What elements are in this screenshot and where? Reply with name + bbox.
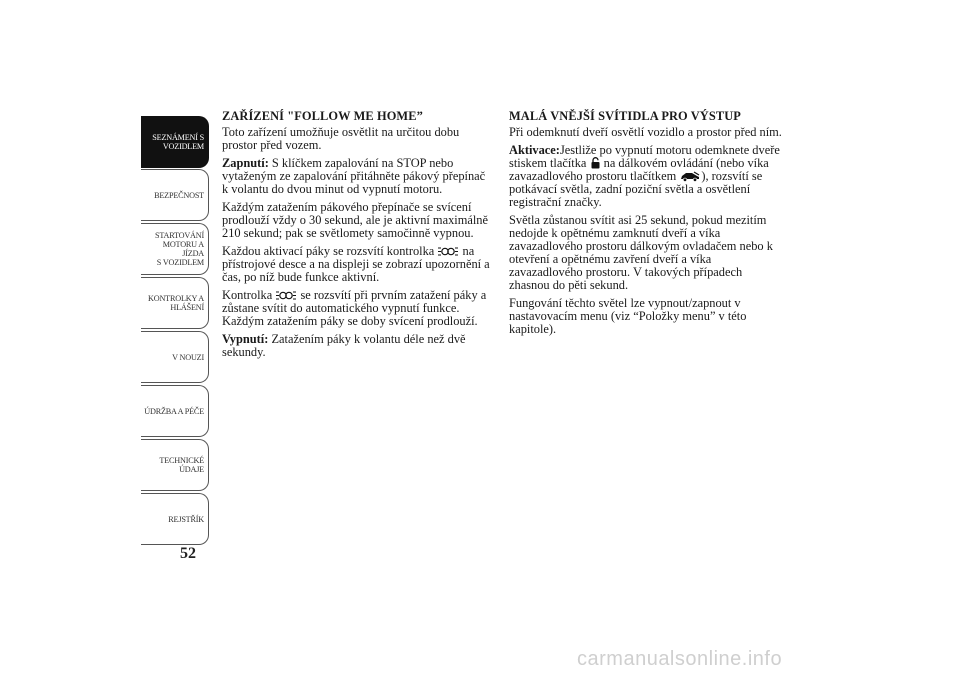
tab-label-line: ÚDAJE	[179, 465, 204, 474]
exterior-lights-section	[509, 110, 784, 341]
tab-label-line: REJSTŘÍK	[168, 514, 204, 524]
tab-label-line: STARTOVÁNÍ	[154, 231, 204, 240]
paragraph	[222, 245, 492, 284]
paragraph: Každým zatažením pákového přepínače se svícení prodlouží vždy o 30 sekund, ale je aktivní maximálně 210 sekund; pak se světlomety samočinně vypnou.	[222, 200, 488, 240]
tab-label-line: KONTROLKY A	[148, 294, 204, 303]
tab-label-line: VOZIDLEM	[162, 142, 204, 151]
paragraph-text: Jestliže po vypnutí motoru odemknete dveře stiskem tlačítka	[509, 143, 780, 170]
paragraph	[222, 333, 492, 359]
paragraph	[509, 144, 784, 209]
paragraph-text: Každou aktivací páky se rozsvítí kontrolka	[222, 244, 438, 258]
tab-bezpecnost[interactable]	[141, 169, 209, 221]
tab-label-line: TECHNICKÉ	[159, 456, 204, 465]
tab-technicke[interactable]	[141, 439, 209, 491]
paragraph-text: se rozsvítí při prvním zatažení páky a zůstane svítit do automatického vypnutí funkce. Každým zatažením páky se doby svícení prodlouží.	[222, 288, 487, 328]
paragraph: Toto zařízení umožňuje osvětlit na určitou dobu prostor před vozem.	[222, 125, 460, 152]
tab-label-line: HLÁŠENÍ	[170, 303, 204, 312]
paragraph: Při odemknutí dveří osvětlí vozidlo a prostor před ním.	[509, 125, 782, 139]
paragraph-text: na dálkovém ovládání (nebo víka zavazadlového prostoru tlačítkem	[509, 156, 769, 183]
paragraph: Světla zůstanou svítit asi 25 sekund, pokud mezitím nedojde k opětnému zamknutí dveří a víka zavazadlového prostoru dálkovým ovladačem nebo k otevření a opětnému zavření dveří a víka zavazadlového prostoru. V takových případech zhasnou do pěti sekund.	[509, 213, 773, 292]
paragraph-text: S klíčkem zapalování na STOP nebo vytaženým ze zapalování přitáhněte pákový přepínač k volantu do dvou minut od vypnutí motoru.	[222, 156, 486, 196]
section-heading: MALÁ VNĚJŠÍ SVÍTIDLA PRO VÝSTUP	[509, 109, 741, 123]
label-bold: Vypnutí:	[222, 332, 269, 346]
tab-v-nouzi[interactable]	[141, 331, 209, 383]
lamp-icon	[276, 290, 296, 301]
paragraph	[222, 157, 492, 196]
paragraph-text: ), rozsvítí se potkávací světla, zadní poziční světla a osvětlení registrační značky.	[509, 169, 763, 209]
paragraph-text: Zatažením páky k volantu déle než dvě sekundy.	[222, 332, 466, 359]
car-trunk-icon	[680, 171, 700, 182]
padlock-icon	[591, 157, 600, 169]
tab-label-line: ÚDRŽBA A PÉČE	[144, 406, 204, 416]
tab-label-line: S VOZIDLEM	[156, 258, 204, 267]
page-number: 52	[180, 545, 196, 562]
paragraph-text: Kontrolka	[222, 288, 276, 302]
tab-kontrolky[interactable]	[141, 277, 209, 329]
tab-seznameni[interactable]	[141, 116, 209, 168]
tab-label-line: MOTORU A JÍZDA	[162, 240, 204, 258]
tab-startovani[interactable]	[141, 223, 209, 275]
paragraph: Fungování těchto světel lze vypnout/zapnout v nastavovacím menu (viz “Položky menu” v této kapitole).	[509, 296, 747, 336]
tab-label-line: SEZNÁMENÍ S	[152, 133, 204, 142]
watermark-footer: carmanualsonline.info	[577, 648, 783, 670]
paragraph	[222, 289, 492, 328]
paragraph-text: na přístrojové desce a na displeji se zobrazí upozornění a čas, po níž bude funkce aktivní.	[222, 244, 490, 284]
tab-udrzba[interactable]	[141, 385, 209, 437]
tab-rejstrik[interactable]	[141, 493, 209, 545]
lamp-icon	[438, 246, 458, 257]
label-bold: Aktivace:	[509, 143, 560, 157]
follow-me-home-section	[222, 110, 492, 364]
label-bold: Zapnutí:	[222, 156, 269, 170]
section-heading: ZAŘÍZENÍ "FOLLOW ME HOME”	[222, 109, 423, 123]
tab-label-line: V NOUZI	[172, 352, 204, 362]
tab-label-line: BEZPEČNOST	[154, 190, 204, 200]
